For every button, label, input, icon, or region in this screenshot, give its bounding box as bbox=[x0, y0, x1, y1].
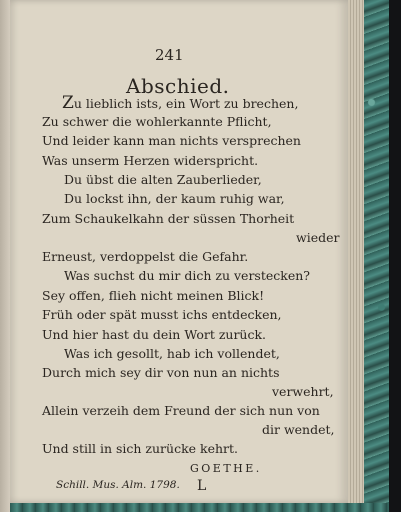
signature-mark: L bbox=[197, 478, 207, 494]
poem-line: Was suchst du mir dich zu verstecken? bbox=[64, 268, 310, 283]
poem-line: Sey offen, flieh nicht meinen Blick! bbox=[42, 288, 265, 303]
poem-line: wieder bbox=[296, 230, 340, 245]
poem-line: Du lockst ihn, der kaum ruhig war, bbox=[64, 191, 285, 206]
poem-line: Durch mich sey dir von nun an nichts bbox=[42, 365, 280, 380]
marbled-cover-bottom bbox=[10, 503, 389, 512]
poem-line: dir wendet, bbox=[262, 422, 335, 437]
poem-line: Und hier hast du dein Wort zurück. bbox=[42, 327, 267, 342]
marbled-cover bbox=[364, 0, 389, 512]
poem-line: Was unserm Herzen widerspricht. bbox=[42, 153, 259, 168]
poem-line: Früh oder spät musst ichs entdecken, bbox=[42, 307, 282, 322]
poem-line: verwehrt, bbox=[272, 384, 334, 399]
poem-line: Zu lieblich ists, ein Wort zu brechen, bbox=[62, 93, 299, 113]
poem-author: GOETHE. bbox=[190, 462, 262, 475]
source-citation: Schill. Mus. Alm. 1798. bbox=[56, 479, 180, 491]
poem-line: Du übst die alten Zauberlieder, bbox=[64, 172, 262, 187]
poem-line: Und still in sich zurücke kehrt. bbox=[42, 441, 239, 456]
poem-line: Was ich gesollt, hab ich vollendet, bbox=[64, 346, 280, 361]
poem-line: Zu schwer die wohlerkannte Pflicht, bbox=[42, 114, 272, 129]
page-number: 241 bbox=[155, 46, 184, 64]
page-stack-edges bbox=[348, 0, 364, 503]
poem-line: Zum Schaukelkahn der süssen Thorheit bbox=[42, 211, 295, 226]
dark-backdrop bbox=[389, 0, 401, 512]
poem-line: Erneust, verdoppelst die Gefahr. bbox=[42, 249, 249, 264]
poem-line: Allein verzeih dem Freund der sich nun von bbox=[42, 403, 320, 418]
book-left-edge bbox=[0, 0, 10, 512]
poem-line: Und leider kann man nichts versprechen bbox=[42, 133, 301, 148]
poem-title: Abschied. bbox=[126, 74, 230, 98]
book-page bbox=[10, 0, 348, 503]
